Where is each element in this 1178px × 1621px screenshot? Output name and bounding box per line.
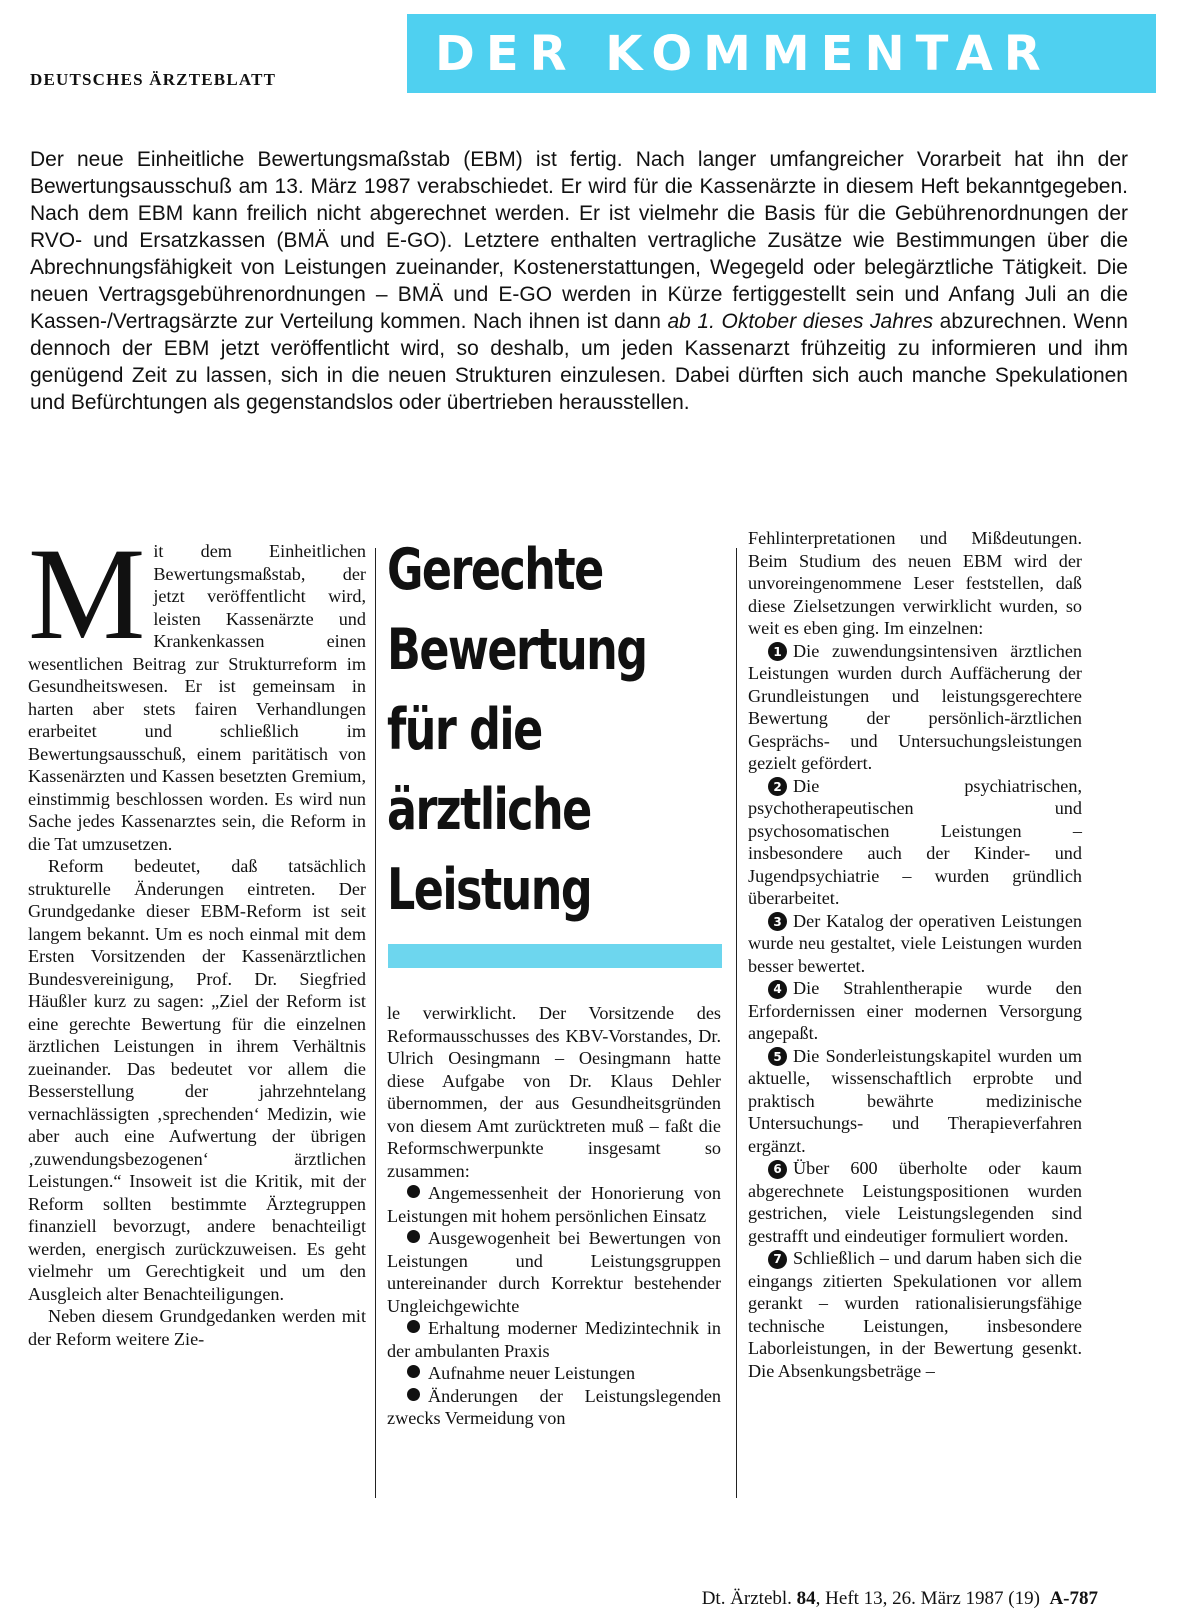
number-4-icon: 4 — [768, 980, 787, 999]
list-item — [387, 1385, 721, 1430]
numbered-point — [748, 775, 1082, 910]
point-text: Die zuwendungsintensiven ärztlichen Leistungen wurden durch Auffächerung der Grundleistungen und leistungsgerechtere Bewertung der persönlich-ärztlichen Gesprächs- und Untersuchungsleistungen gezielt gefördert. — [748, 640, 1082, 773]
list-item — [387, 1317, 721, 1362]
section-banner — [407, 14, 1156, 93]
reform-priorities-list — [387, 1182, 721, 1430]
number-3-icon: 3 — [768, 912, 787, 931]
point-text: Der Katalog der operativen Leistungen wurde neu gestaltet, viele Leistungen wurden besser bewertet. — [748, 910, 1082, 976]
intro-text-2: abzurechnen. Wenn dennoch der EBM jetzt veröffentlicht wird, so deshalb, um jeden Kassenarzt frühzeitig zu informieren und ihm genügend Zeit zu lassen, sich in die neuen Strukturen einzulesen. Dabei dürften sich auch manche Spekulationen und Befürchtungen als gegenstandslos oder übertrieben herausstellen. — [30, 310, 1128, 414]
point-text: Die psychiatrischen, psychotherapeutischen und psychosomatischen Leistungen – insbesondere auch der Kinder- und Jugendpsychiatrie – wurden gründlich überarbeitet. — [748, 775, 1082, 908]
section-title: DER KOMMENTAR — [435, 25, 1052, 82]
col1-paragraph-2: Reform bedeutet, daß tatsächlich strukturelle Änderungen eintreten. Der Grundgedanke dieser EBM-Reform ist seit langem bekannt. Um es noch einmal mit dem Ersten Vorsitzenden der Kassenärztlichen Bundesvereinigung, Prof. Dr. Siegfried Häußler kurz zu sagen: „Ziel der Reform ist eine gerechte Bewertung für die einzelnen ärztlichen Leistungen in ihrem Verhältnis zueinander. Das bedeutet vor allem die Besserstellung der jahrzehntelang vernachlässigten ‚sprechenden‘ Medizin, wie aber auch eine Aufwertung der übrigen ‚zuwendungsbezogenen‘ ärztlichen Leistungen.“ Insoweit ist die Kritik, mit der Reform sollten bestimmte Ärztegruppen finanziell bevorzugt, andere benachteiligt werden, energisch zurückzuweisen. Es geht vielmehr um Gerechtigkeit und um den Ausgleich alter Benachteiligungen. — [28, 856, 366, 1304]
headline-line-5: Leistung — [387, 857, 592, 923]
numbered-point — [748, 1045, 1082, 1158]
list-item-text: Erhaltung moderner Medizintechnik in der ambulanten Praxis — [387, 1318, 721, 1361]
journal-name: DEUTSCHES ÄRZTEBLATT — [30, 70, 277, 89]
column-3 — [748, 527, 1082, 1382]
bullet-icon — [407, 1320, 420, 1333]
number-7-icon: 7 — [768, 1250, 787, 1269]
headline-line-3: für die — [387, 697, 542, 763]
intro-paragraph — [30, 146, 1128, 416]
intro-emphasis: ab 1. Oktober dieses Jahres — [667, 310, 934, 333]
number-1-icon: 1 — [768, 642, 787, 661]
intro-text-1: Der neue Einheitliche Bewertungsmaßstab (EBM) ist fertig. Nach langer umfangreicher Vorarbeit hat ihn der Bewertungsausschuß am 13. März 1987 verabschiedet. Er wird für die Kassenärzte in diesem Heft bekanntgegeben. Nach dem EBM kann freilich nicht abgerechnet werden. Er ist vielmehr die Basis für die Gebührenordnungen der RVO- und Ersatzkassen (BMÄ und E-GO). Letztere enthalten vertragliche Zusätze wie Bestimmungen über die Abrechnungsfähigkeit von Leistungen zueinander, Kostenerstattungen, Wegegeld oder belegärztliche Tätigkeit. Die neuen Vertragsgebührenordnungen – BMÄ und E-GO werden in Kürze fertiggestellt sein und Anfang Juli an die Kassen-/Vertragsärzte zur Verteilung kommen. Nach ihnen ist dann — [30, 148, 1128, 333]
list-item-text: Angemessenheit der Honorierung von Leistungen mit hohem persönlichen Einsatz — [387, 1183, 721, 1226]
col3-paragraph-1: Fehlinterpretationen und Mißdeutungen. Beim Studium des neuen EBM wird der unvoreingenommene Leser feststellen, daß diese Zielsetzungen verwirklicht wurden, so weit es eben ging. Im einzelnen: — [748, 528, 1082, 638]
list-item — [387, 1362, 721, 1385]
bullet-icon — [407, 1365, 420, 1378]
page-number: A-787 — [1049, 1588, 1098, 1609]
list-item-text: Aufnahme neuer Leistungen — [428, 1363, 636, 1383]
number-5-icon: 5 — [768, 1047, 787, 1066]
list-item — [387, 1182, 721, 1227]
list-item-text: Änderungen der Leistungslegenden zwecks Vermeidung von — [387, 1385, 721, 1428]
point-text: Über 600 überholte oder kaum abgerechnete Leistungspositionen wurden gestrichen, viele Leistungslegenden sind gestrafft und eindeutiger formuliert worden. — [748, 1158, 1082, 1246]
headline-line-4: ärztliche — [387, 777, 591, 843]
list-item-text: Ausgewogenheit bei Bewertungen von Leistungen und Leistungsgruppen untereinander durch Korrektur bestehender Ungleichgewichte — [387, 1228, 721, 1316]
point-text: Die Sonderleistungskapitel wurden um aktuelle, wissenschaftlich erprobte und praktisch bewährte medizinische Untersuchungs- und Therapieverfahren ergänzt. — [748, 1045, 1082, 1156]
numbered-point — [748, 640, 1082, 775]
bullet-icon — [407, 1230, 420, 1243]
column-2 — [387, 1002, 721, 1430]
numbered-point — [748, 1157, 1082, 1247]
numbered-point — [748, 910, 1082, 978]
masthead — [30, 14, 1156, 94]
list-item — [387, 1227, 721, 1317]
number-6-icon: 6 — [768, 1160, 787, 1179]
column-divider-1 — [375, 548, 376, 1498]
col1-paragraph-3: Neben diesem Grundgedanken werden mit der Reform weitere Zie- — [28, 1306, 366, 1349]
article-headline — [387, 530, 660, 930]
bullet-icon — [407, 1185, 420, 1198]
footer-issue: , Heft 13, 26. März 1987 (19) — [815, 1588, 1040, 1609]
headline-underline-bar — [388, 944, 722, 968]
point-text: Schließlich – und darum haben sich die eingangs zitierten Spekulationen vor allem gerankt – wurden rationalisierungsfähige technische Leistungen, insbesondere Laborleistungen, in der Bewertung gesenkt. Die Absenkungsbeträge – — [748, 1248, 1082, 1381]
column-divider-2 — [736, 548, 737, 1498]
column-1 — [28, 520, 366, 1350]
drop-cap: M — [28, 520, 146, 667]
numbered-point — [748, 1247, 1082, 1382]
point-text: Die Strahlentherapie wurde den Erfordernissen einer modernen Versorgung angepaßt. — [748, 978, 1082, 1043]
number-2-icon: 2 — [768, 777, 787, 796]
col2-paragraph-1: le verwirklicht. Der Vorsitzende des Reformausschusses des KBV-Vorstandes, Dr. Ulrich Oesingmann – Oesingmann hatte diese Aufgabe von Dr. Klaus Dehler übernommen, der aus Gesundheitsgründen von diesem Amt zurücktreten muß – faßt die Reformschwerpunkte insgesamt so zusammen: — [387, 1003, 721, 1181]
bullet-icon — [407, 1388, 420, 1401]
page-footer — [702, 1588, 1098, 1610]
headline-line-1: Gerechte — [387, 537, 603, 603]
footer-citation-prefix: Dt. Ärztebl. — [701, 1588, 797, 1609]
footer-volume: 84 — [796, 1588, 816, 1609]
col1-paragraph-1 — [28, 520, 366, 855]
numbered-point — [748, 977, 1082, 1045]
col1-p1-text: it dem Einheitlichen Bewertungsmaßstab, der jetzt veröffentlicht wird, leisten Kassenärzte und Krankenkassen einen wesentlichen Beitrag zur Strukturreform im Gesundheitswesen. Er ist gemeinsam in harten aber stets fairen Verhandlungen erarbeitet und schließlich im Bewertungsausschuß, einem paritätisch von Kassenärzten und Kassen besetzten Gremium, einstimmig beschlossen worden. Es wird nun Sache jedes Kassenarztes sein, die Reform in die Tat umzusetzen. — [28, 541, 366, 854]
headline-line-2: Bewertung — [387, 617, 647, 683]
